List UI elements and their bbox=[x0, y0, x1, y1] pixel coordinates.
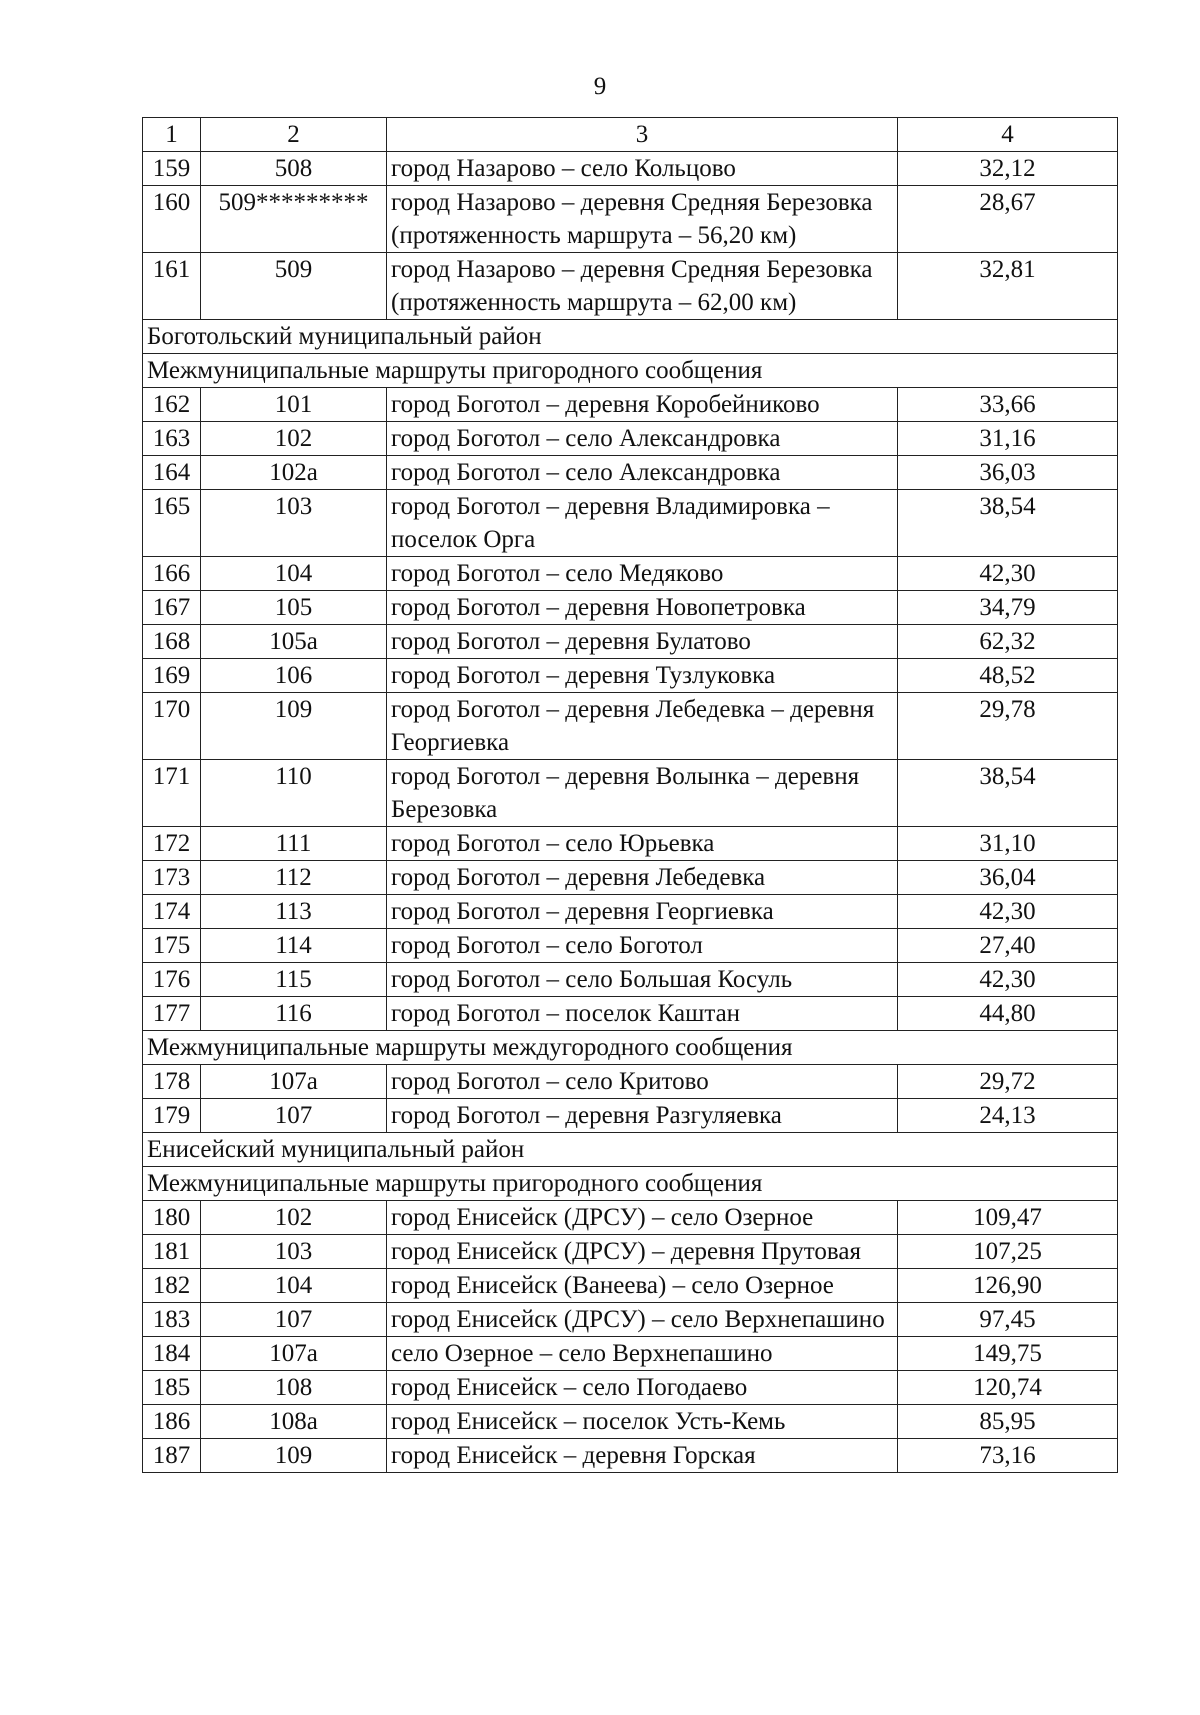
route-value-cell: 42,30 bbox=[898, 963, 1118, 997]
section-header-row bbox=[143, 1031, 1118, 1065]
route-code-cell: 112 bbox=[201, 861, 387, 895]
table-row bbox=[143, 1303, 1118, 1337]
row-number-cell: 173 bbox=[143, 861, 201, 895]
table-row bbox=[143, 1439, 1118, 1473]
route-value-cell: 31,10 bbox=[898, 827, 1118, 861]
table-row bbox=[143, 253, 1118, 320]
route-description-cell: город Боготол – село Александровка bbox=[387, 456, 898, 490]
route-code-cell: 109 bbox=[201, 1439, 387, 1473]
row-number-cell: 174 bbox=[143, 895, 201, 929]
column-header-2: 2 bbox=[201, 118, 387, 152]
route-description-cell: город Боготол – деревня Лебедевка – деревня Георгиевка bbox=[387, 693, 898, 760]
route-description-cell: город Боготол – село Боготол bbox=[387, 929, 898, 963]
row-number-cell: 177 bbox=[143, 997, 201, 1031]
route-code-cell: 114 bbox=[201, 929, 387, 963]
row-number-cell: 168 bbox=[143, 625, 201, 659]
section-title: Боготольский муниципальный район bbox=[143, 320, 1118, 354]
row-number-cell: 183 bbox=[143, 1303, 201, 1337]
route-value-cell: 126,90 bbox=[898, 1269, 1118, 1303]
table-row bbox=[143, 963, 1118, 997]
table-row bbox=[143, 760, 1118, 827]
route-code-cell: 110 bbox=[201, 760, 387, 827]
route-code-cell: 113 bbox=[201, 895, 387, 929]
section-title: Межмуниципальные маршруты пригородного сообщения bbox=[143, 1167, 1118, 1201]
route-description-cell: город Боготол – деревня Тузлуковка bbox=[387, 659, 898, 693]
route-description-cell: город Боготол – деревня Коробейниково bbox=[387, 388, 898, 422]
route-value-cell: 42,30 bbox=[898, 557, 1118, 591]
section-title: Межмуниципальные маршруты междугородного сообщения bbox=[143, 1031, 1118, 1065]
route-value-cell: 33,66 bbox=[898, 388, 1118, 422]
route-description-cell: город Назарово – деревня Средняя Березовка (протяженность маршрута – 56,20 км) bbox=[387, 186, 898, 253]
route-description-cell: город Боготол – село Критово bbox=[387, 1065, 898, 1099]
table-row bbox=[143, 1235, 1118, 1269]
row-number-cell: 161 bbox=[143, 253, 201, 320]
route-value-cell: 107,25 bbox=[898, 1235, 1118, 1269]
route-value-cell: 24,13 bbox=[898, 1099, 1118, 1133]
route-code-cell: 107а bbox=[201, 1065, 387, 1099]
route-value-cell: 31,16 bbox=[898, 422, 1118, 456]
route-value-cell: 32,12 bbox=[898, 152, 1118, 186]
row-number-cell: 175 bbox=[143, 929, 201, 963]
route-code-cell: 103 bbox=[201, 490, 387, 557]
section-header-row bbox=[143, 1133, 1118, 1167]
row-number-cell: 187 bbox=[143, 1439, 201, 1473]
route-value-cell: 120,74 bbox=[898, 1371, 1118, 1405]
table-row bbox=[143, 659, 1118, 693]
table-row bbox=[143, 1337, 1118, 1371]
route-code-cell: 116 bbox=[201, 997, 387, 1031]
table-row bbox=[143, 1405, 1118, 1439]
column-header-3: 3 bbox=[387, 118, 898, 152]
row-number-cell: 162 bbox=[143, 388, 201, 422]
route-code-cell: 102 bbox=[201, 422, 387, 456]
route-code-cell: 105 bbox=[201, 591, 387, 625]
route-description-cell: город Енисейск (ДРСУ) – село Верхнепашино bbox=[387, 1303, 898, 1337]
row-number-cell: 178 bbox=[143, 1065, 201, 1099]
route-description-cell: город Боготол – деревня Волынка – деревня Березовка bbox=[387, 760, 898, 827]
route-code-cell: 509********* bbox=[201, 186, 387, 253]
route-value-cell: 34,79 bbox=[898, 591, 1118, 625]
routes-table-body bbox=[143, 118, 1118, 1473]
table-row bbox=[143, 591, 1118, 625]
row-number-cell: 165 bbox=[143, 490, 201, 557]
table-header-row bbox=[143, 118, 1118, 152]
row-number-cell: 184 bbox=[143, 1337, 201, 1371]
route-description-cell: город Боготол – поселок Каштан bbox=[387, 997, 898, 1031]
row-number-cell: 167 bbox=[143, 591, 201, 625]
table-row bbox=[143, 693, 1118, 760]
table-row bbox=[143, 1099, 1118, 1133]
table-row bbox=[143, 1269, 1118, 1303]
route-code-cell: 108 bbox=[201, 1371, 387, 1405]
table-row bbox=[143, 1065, 1118, 1099]
table-row bbox=[143, 997, 1118, 1031]
row-number-cell: 185 bbox=[143, 1371, 201, 1405]
route-value-cell: 27,40 bbox=[898, 929, 1118, 963]
route-code-cell: 111 bbox=[201, 827, 387, 861]
row-number-cell: 169 bbox=[143, 659, 201, 693]
route-value-cell: 36,04 bbox=[898, 861, 1118, 895]
table-row bbox=[143, 557, 1118, 591]
route-value-cell: 29,78 bbox=[898, 693, 1118, 760]
row-number-cell: 181 bbox=[143, 1235, 201, 1269]
table-row bbox=[143, 388, 1118, 422]
route-description-cell: город Енисейск – село Погодаево bbox=[387, 1371, 898, 1405]
route-code-cell: 108а bbox=[201, 1405, 387, 1439]
route-description-cell: город Боготол – деревня Новопетровка bbox=[387, 591, 898, 625]
route-code-cell: 106 bbox=[201, 659, 387, 693]
row-number-cell: 180 bbox=[143, 1201, 201, 1235]
route-code-cell: 102а bbox=[201, 456, 387, 490]
section-header-row bbox=[143, 320, 1118, 354]
table-row bbox=[143, 1201, 1118, 1235]
table-row bbox=[143, 895, 1118, 929]
row-number-cell: 172 bbox=[143, 827, 201, 861]
route-code-cell: 102 bbox=[201, 1201, 387, 1235]
route-description-cell: город Боготол – село Александровка bbox=[387, 422, 898, 456]
row-number-cell: 171 bbox=[143, 760, 201, 827]
row-number-cell: 164 bbox=[143, 456, 201, 490]
route-description-cell: город Боготол – село Медяково bbox=[387, 557, 898, 591]
route-value-cell: 109,47 bbox=[898, 1201, 1118, 1235]
route-description-cell: село Озерное – село Верхнепашино bbox=[387, 1337, 898, 1371]
section-header-row bbox=[143, 1167, 1118, 1201]
route-description-cell: город Боготол – деревня Лебедевка bbox=[387, 861, 898, 895]
route-value-cell: 85,95 bbox=[898, 1405, 1118, 1439]
route-code-cell: 509 bbox=[201, 253, 387, 320]
route-description-cell: город Боготол – село Большая Косуль bbox=[387, 963, 898, 997]
table-row bbox=[143, 625, 1118, 659]
route-description-cell: город Енисейск (Ванеева) – село Озерное bbox=[387, 1269, 898, 1303]
route-code-cell: 103 bbox=[201, 1235, 387, 1269]
route-value-cell: 28,67 bbox=[898, 186, 1118, 253]
route-value-cell: 149,75 bbox=[898, 1337, 1118, 1371]
section-title: Межмуниципальные маршруты пригородного сообщения bbox=[143, 354, 1118, 388]
table-row bbox=[143, 861, 1118, 895]
route-code-cell: 101 bbox=[201, 388, 387, 422]
route-value-cell: 44,80 bbox=[898, 997, 1118, 1031]
route-code-cell: 508 bbox=[201, 152, 387, 186]
route-code-cell: 105а bbox=[201, 625, 387, 659]
table-row bbox=[143, 1371, 1118, 1405]
route-description-cell: город Назарово – село Кольцово bbox=[387, 152, 898, 186]
route-value-cell: 38,54 bbox=[898, 760, 1118, 827]
column-header-4: 4 bbox=[898, 118, 1118, 152]
route-description-cell: город Енисейск (ДРСУ) – деревня Прутовая bbox=[387, 1235, 898, 1269]
route-value-cell: 36,03 bbox=[898, 456, 1118, 490]
table-row bbox=[143, 186, 1118, 253]
route-code-cell: 115 bbox=[201, 963, 387, 997]
route-description-cell: город Енисейск – поселок Усть-Кемь bbox=[387, 1405, 898, 1439]
route-value-cell: 29,72 bbox=[898, 1065, 1118, 1099]
route-description-cell: город Боготол – деревня Владимировка – поселок Орга bbox=[387, 490, 898, 557]
section-header-row bbox=[143, 354, 1118, 388]
row-number-cell: 170 bbox=[143, 693, 201, 760]
route-description-cell: город Боготол – деревня Георгиевка bbox=[387, 895, 898, 929]
route-code-cell: 104 bbox=[201, 557, 387, 591]
row-number-cell: 182 bbox=[143, 1269, 201, 1303]
route-value-cell: 73,16 bbox=[898, 1439, 1118, 1473]
routes-table bbox=[142, 117, 1118, 1473]
route-code-cell: 109 bbox=[201, 693, 387, 760]
route-description-cell: город Енисейск – деревня Горская bbox=[387, 1439, 898, 1473]
row-number-cell: 163 bbox=[143, 422, 201, 456]
table-row bbox=[143, 422, 1118, 456]
table-row bbox=[143, 929, 1118, 963]
route-value-cell: 48,52 bbox=[898, 659, 1118, 693]
table-row bbox=[143, 490, 1118, 557]
table-row bbox=[143, 152, 1118, 186]
route-code-cell: 107 bbox=[201, 1099, 387, 1133]
row-number-cell: 186 bbox=[143, 1405, 201, 1439]
route-value-cell: 32,81 bbox=[898, 253, 1118, 320]
row-number-cell: 176 bbox=[143, 963, 201, 997]
route-value-cell: 97,45 bbox=[898, 1303, 1118, 1337]
route-value-cell: 62,32 bbox=[898, 625, 1118, 659]
route-code-cell: 107 bbox=[201, 1303, 387, 1337]
route-value-cell: 38,54 bbox=[898, 490, 1118, 557]
route-code-cell: 104 bbox=[201, 1269, 387, 1303]
row-number-cell: 179 bbox=[143, 1099, 201, 1133]
route-description-cell: город Боготол – село Юрьевка bbox=[387, 827, 898, 861]
route-description-cell: город Енисейск (ДРСУ) – село Озерное bbox=[387, 1201, 898, 1235]
route-description-cell: город Боготол – деревня Разгуляевка bbox=[387, 1099, 898, 1133]
table-row bbox=[143, 827, 1118, 861]
row-number-cell: 160 bbox=[143, 186, 201, 253]
page-number: 9 bbox=[593, 73, 607, 100]
row-number-cell: 159 bbox=[143, 152, 201, 186]
route-description-cell: город Назарово – деревня Средняя Березовка (протяженность маршрута – 62,00 км) bbox=[387, 253, 898, 320]
row-number-cell: 166 bbox=[143, 557, 201, 591]
column-header-1: 1 bbox=[143, 118, 201, 152]
route-value-cell: 42,30 bbox=[898, 895, 1118, 929]
route-code-cell: 107а bbox=[201, 1337, 387, 1371]
section-title: Енисейский муниципальный район bbox=[143, 1133, 1118, 1167]
route-description-cell: город Боготол – деревня Булатово bbox=[387, 625, 898, 659]
table-row bbox=[143, 456, 1118, 490]
